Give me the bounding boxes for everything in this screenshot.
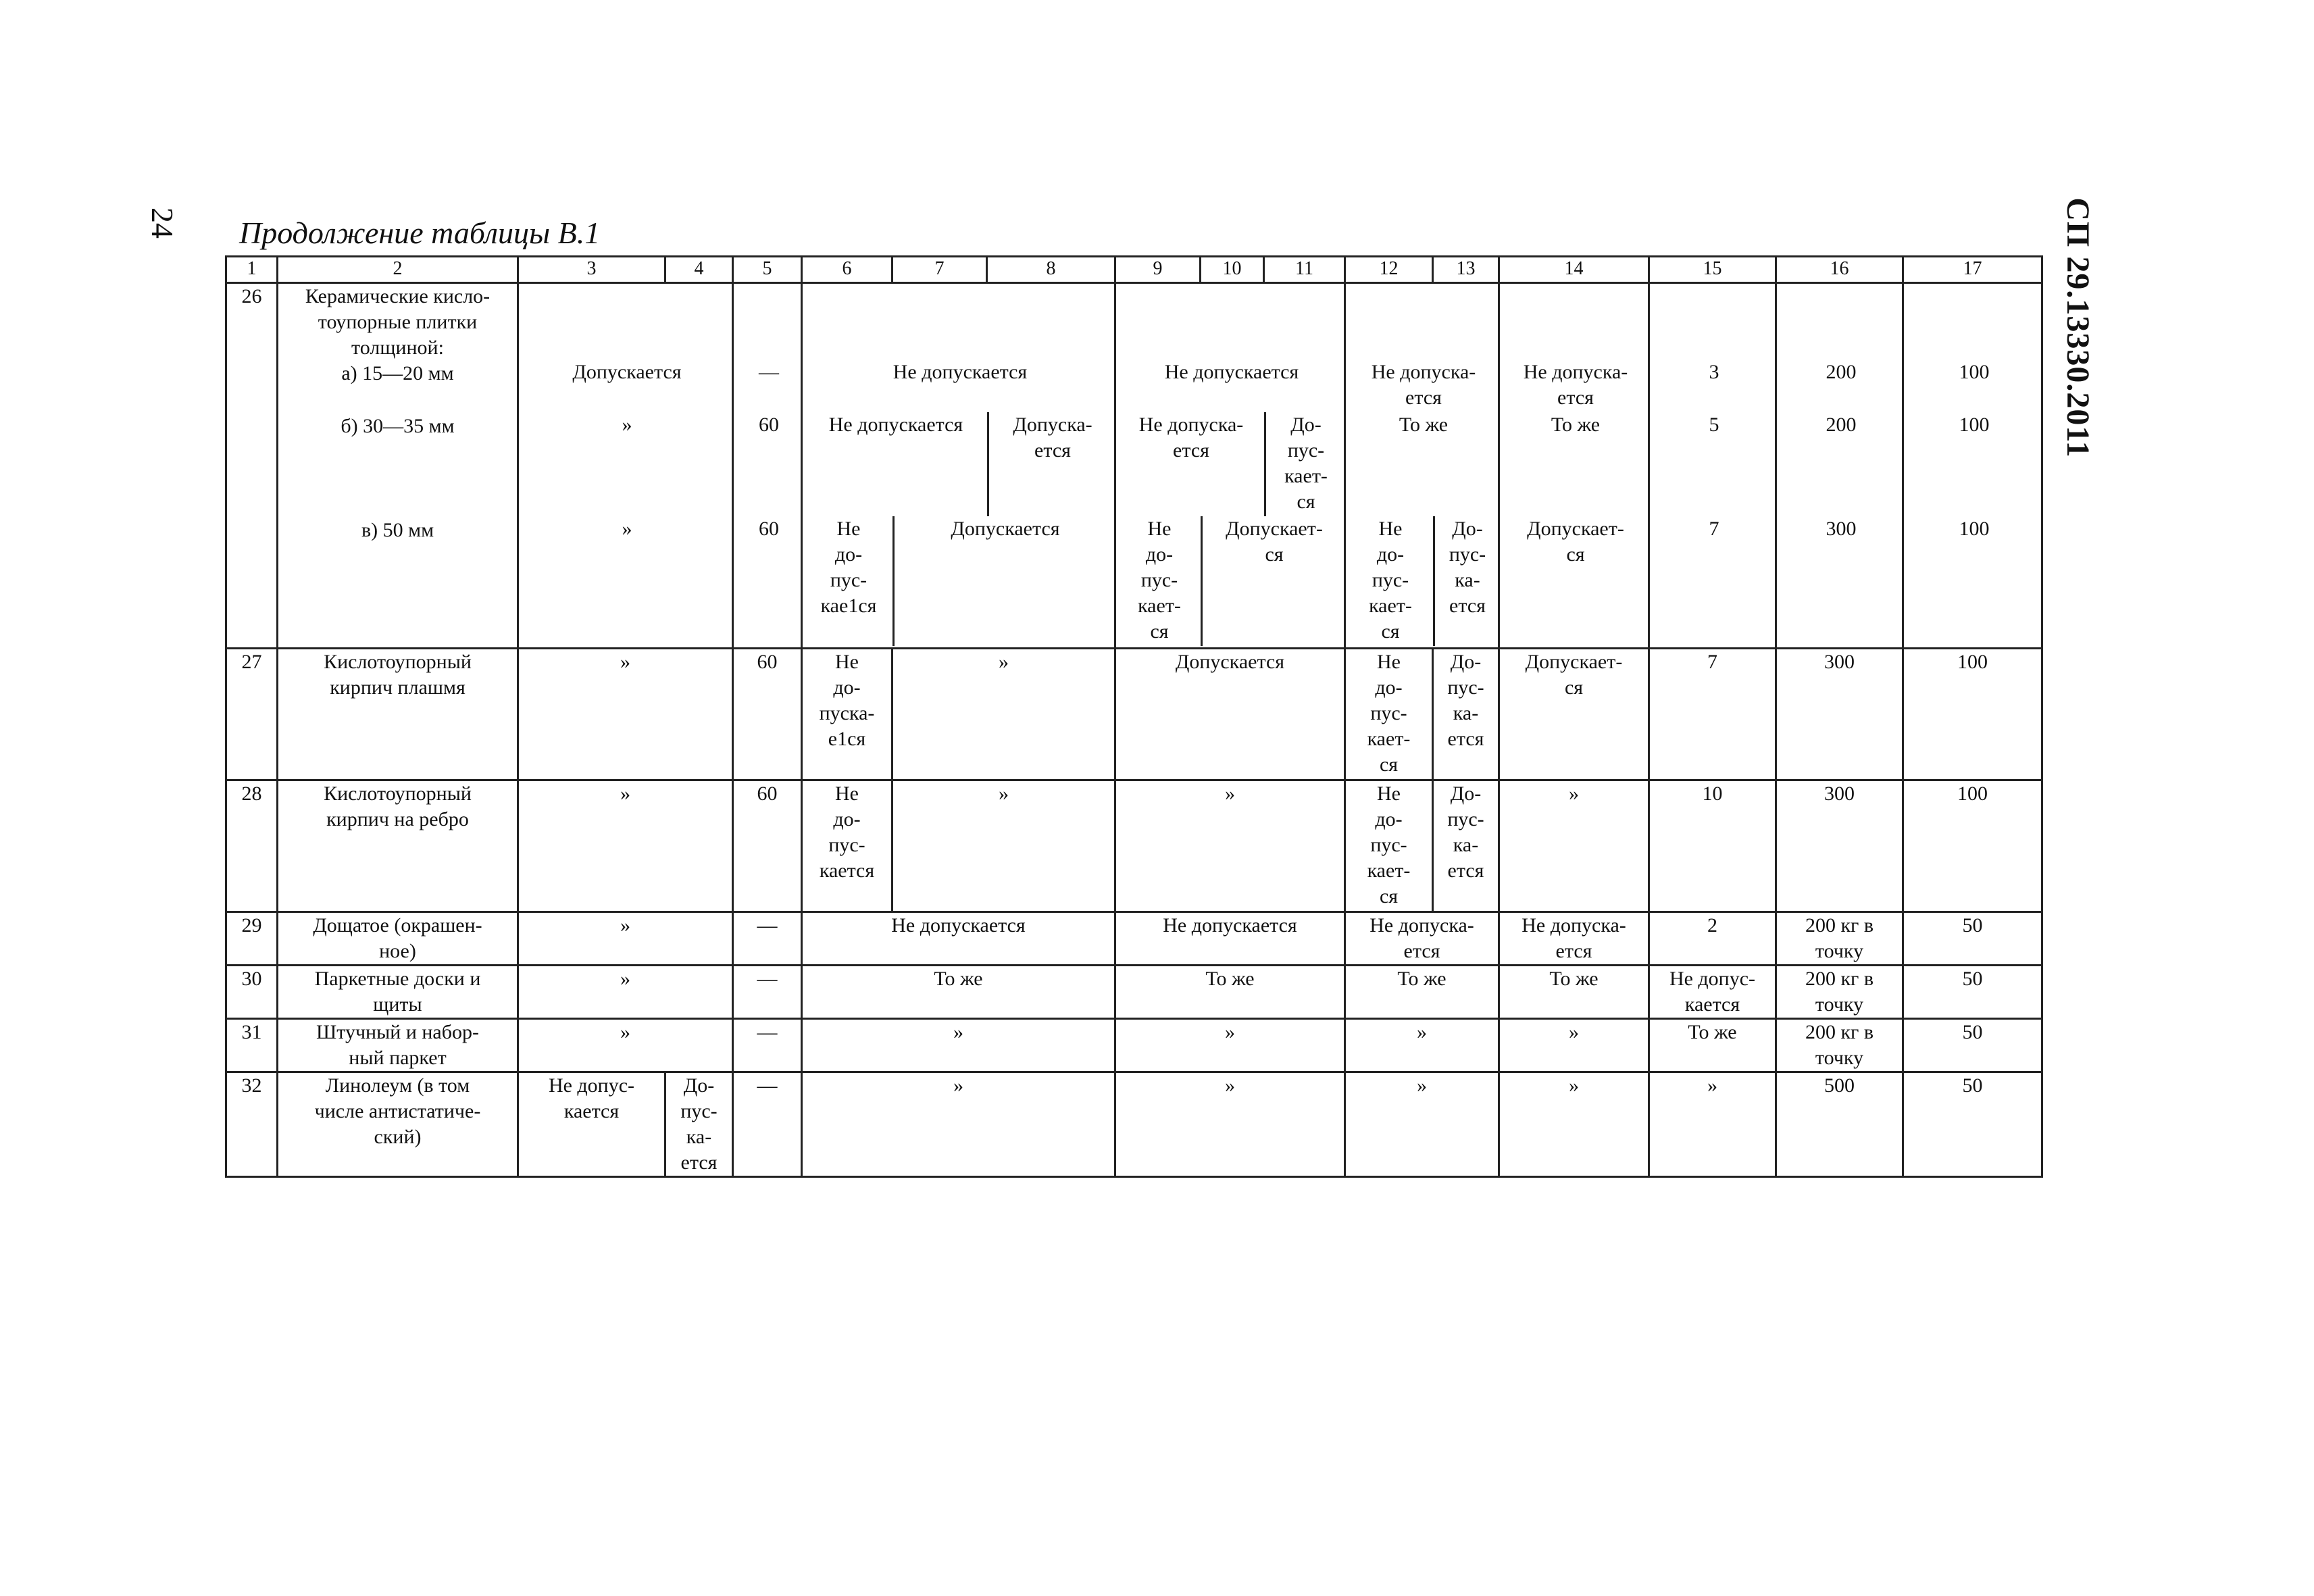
cell: 200: [1826, 361, 1857, 383]
cell: Не до- пуска- е1ся: [802, 649, 892, 780]
cell: 60: [759, 414, 779, 436]
cell: 50: [1903, 1019, 2042, 1072]
cell: До- пус- кает- ся: [1284, 414, 1328, 513]
table-row: [226, 966, 2042, 1019]
cell: Допускается: [1115, 649, 1345, 780]
cell: Не допуска- ется: [1371, 361, 1476, 409]
col-header: 1: [226, 257, 278, 283]
cell: »: [1115, 780, 1345, 912]
page-number: 24: [145, 207, 180, 239]
row-name: Кислотоупорный кирпич плашмя: [278, 649, 518, 780]
row-number: 32: [226, 1072, 278, 1177]
cell: Не допуска- ется: [1345, 912, 1499, 966]
cell: Не допускается: [1115, 912, 1345, 966]
cell: То же: [1115, 966, 1345, 1019]
cell: 10: [1649, 780, 1776, 912]
cell: 50: [1903, 912, 2042, 966]
col-header: 15: [1649, 257, 1776, 283]
cell: Не допускается: [892, 361, 1028, 383]
cell: То же: [1649, 1019, 1776, 1072]
cell: »: [892, 649, 1115, 780]
cell: —: [733, 1019, 802, 1072]
cell: Не допуска- ется: [1499, 912, 1649, 966]
cell: 3: [1709, 361, 1719, 383]
cell: »: [622, 414, 632, 436]
col-header: 16: [1776, 257, 1903, 283]
cell: »: [1649, 1072, 1776, 1177]
cell: Не допускается: [1164, 361, 1299, 383]
col-header: 3: [518, 257, 665, 283]
cell: Не до- пус- кается: [802, 780, 892, 912]
cell: До- пус- ка- ется: [1449, 518, 1486, 617]
cell: 5: [1709, 414, 1719, 436]
cell: До- пус- ка- ется: [1433, 780, 1499, 912]
cell: До- пус- ка- ется: [1433, 649, 1499, 780]
table-row: [226, 780, 2042, 912]
col-header: 5: [733, 257, 802, 283]
row-number: 28: [226, 780, 278, 912]
cell: То же: [1399, 414, 1449, 436]
cell: »: [518, 649, 733, 780]
cell: 100: [1959, 518, 1990, 540]
cell: »: [1499, 1019, 1649, 1072]
col-header: 17: [1903, 257, 2042, 283]
cell: Допускается: [572, 361, 682, 383]
cell: То же: [1345, 966, 1499, 1019]
cell: Не до- пус- кает- ся: [1345, 649, 1433, 780]
cell: Не допус- кается: [518, 1072, 665, 1177]
cell: Допускает- ся: [1226, 518, 1323, 566]
cell: 100: [1903, 780, 2042, 912]
cell: 200: [1826, 414, 1857, 436]
cell: »: [1345, 1019, 1499, 1072]
row-name: Штучный и набор- ный паркет: [278, 1019, 518, 1072]
row-number: 26: [226, 283, 278, 649]
cell: Не до- пус- кает- ся: [1138, 518, 1181, 643]
cell: »: [622, 518, 632, 540]
cell: 7: [1649, 649, 1776, 780]
cell: »: [518, 966, 733, 1019]
cell: —: [733, 1072, 802, 1177]
cell: »: [518, 912, 733, 966]
cell: —: [733, 966, 802, 1019]
cell: »: [1499, 780, 1649, 912]
row-name: Дощатое (окрашен- ное): [278, 912, 518, 966]
cell: 2: [1649, 912, 1776, 966]
row-sublabel: б) 30—35 мм: [278, 414, 518, 518]
cell: 200 кг в точку: [1776, 966, 1903, 1019]
col-header: 14: [1499, 257, 1649, 283]
cell: Не до- пус- кает- ся: [1369, 518, 1412, 643]
document-code: СП 29.13330.2011: [2060, 197, 2096, 458]
table-caption: Продолжение таблицы В.1: [239, 216, 601, 250]
cell: 60: [733, 780, 802, 912]
col-header: 13: [1433, 257, 1499, 283]
col-header: 10: [1201, 257, 1264, 283]
row-name: Линолеум (в том числе антистатиче- ский): [278, 1072, 518, 1177]
cell: Не до- пус- кае1ся: [820, 518, 877, 617]
cell: Не допус- кается: [1649, 966, 1776, 1019]
cell: 60: [759, 518, 779, 540]
cell: Не допуска- ется: [1523, 361, 1628, 409]
cell: 300: [1826, 518, 1857, 540]
table-row: [226, 912, 2042, 966]
cell: 60: [733, 649, 802, 780]
cell: 200 кг в точку: [1776, 912, 1903, 966]
cell: »: [802, 1019, 1115, 1072]
row-number: 31: [226, 1019, 278, 1072]
col-header: 12: [1345, 257, 1433, 283]
row-sublabel: а) 15—20 мм: [278, 361, 518, 414]
row-number: 29: [226, 912, 278, 966]
cell: »: [1115, 1072, 1345, 1177]
cell: 50: [1903, 1072, 2042, 1177]
col-header: 9: [1115, 257, 1201, 283]
row-name: Паркетные доски и щиты: [278, 966, 518, 1019]
col-header: 6: [802, 257, 892, 283]
cell: »: [518, 780, 733, 912]
cell: 100: [1959, 414, 1990, 436]
cell: —: [759, 361, 779, 383]
cell: »: [518, 1019, 733, 1072]
cell: То же: [802, 966, 1115, 1019]
cell: Не допуска- ется: [1138, 414, 1244, 462]
table-row: [226, 649, 2042, 780]
table-b1-continued: [225, 255, 2043, 1178]
cell: Допускает- ся: [1499, 649, 1649, 780]
cell: То же: [1551, 414, 1601, 436]
table-row: [226, 283, 2042, 361]
cell: 100: [1903, 649, 2042, 780]
table-row: [226, 1019, 2042, 1072]
cell: Не допускается: [802, 912, 1115, 966]
cell: Не до- пус- кает- ся: [1345, 780, 1433, 912]
header-row: [226, 257, 2042, 283]
cell: »: [1115, 1019, 1345, 1072]
col-header: 2: [278, 257, 518, 283]
row-name: Керамические кисло- тоупорные плитки толщиной:: [278, 283, 518, 361]
cell: Допускает- ся: [1527, 518, 1624, 566]
row-sublabel: в) 50 мм: [278, 518, 518, 649]
cell: 500: [1776, 1072, 1903, 1177]
row-number: 27: [226, 649, 278, 780]
table-row: [226, 1072, 2042, 1177]
cell: 200 кг в точку: [1776, 1019, 1903, 1072]
cell: »: [1345, 1072, 1499, 1177]
cell: »: [892, 780, 1115, 912]
cell: »: [1499, 1072, 1649, 1177]
cell: То же: [1499, 966, 1649, 1019]
col-header: 4: [665, 257, 733, 283]
cell: 100: [1959, 361, 1990, 383]
cell: Допускается: [951, 518, 1060, 540]
cell: Допуска- ется: [1013, 414, 1092, 462]
cell: —: [733, 912, 802, 966]
col-header: 7: [892, 257, 987, 283]
col-header: 8: [987, 257, 1115, 283]
cell: 50: [1903, 966, 2042, 1019]
cell: 300: [1776, 780, 1903, 912]
row-name: Кислотоупорный кирпич на ребро: [278, 780, 518, 912]
cell: 7: [1709, 518, 1719, 540]
cell: Не допускается: [828, 414, 963, 436]
col-header: 11: [1264, 257, 1345, 283]
cell: 300: [1776, 649, 1903, 780]
cell: До- пус- ка- ется: [665, 1072, 733, 1177]
cell: »: [802, 1072, 1115, 1177]
row-number: 30: [226, 966, 278, 1019]
